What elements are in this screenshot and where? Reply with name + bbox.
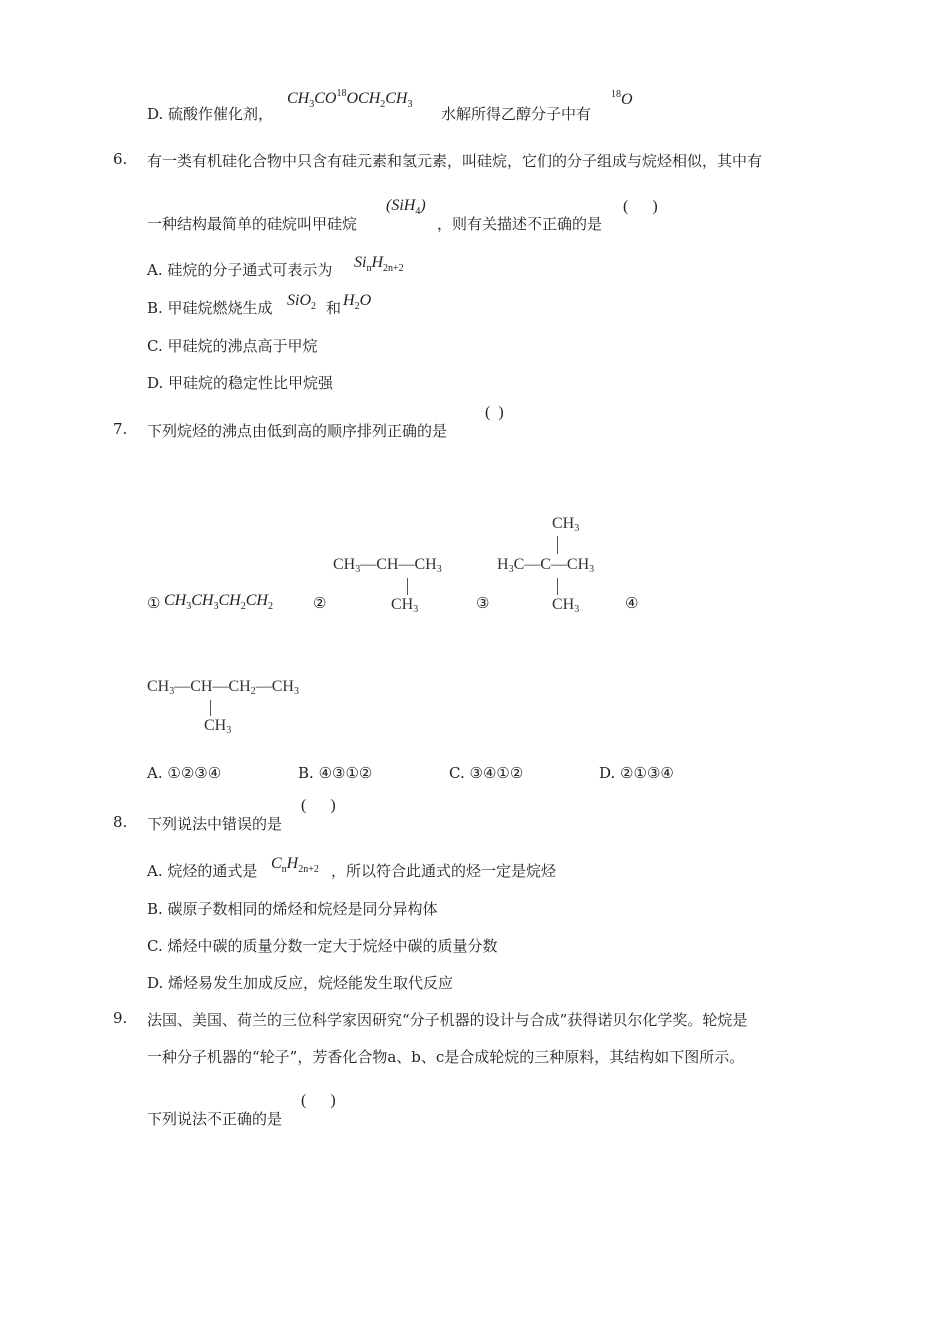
q8-stem: 下列说法中错误的是: [147, 815, 283, 833]
q6-stem-line1: 有一类有机硅化合物中只含有硅元素和氢元素，叫硅烷，它们的分子组成与烷烃相似，其中有: [147, 152, 763, 170]
q6-option-b: B. 甲硅烷燃烧生成: [147, 299, 273, 317]
q7-item1-formula: $CH_3CH_3CH_2CH_2$: [164, 592, 273, 612]
q7-item2-label: ②: [313, 594, 327, 612]
q7-option-a: A. ①②③④: [147, 764, 222, 782]
q6-option-a: A. 硅烷的分子通式可表示为: [147, 261, 333, 279]
q9-answer-blank: ( ): [301, 1092, 336, 1109]
q7-option-b: B. ④③①②: [298, 764, 373, 782]
q9-stem-line1: 法国、美国、荷兰的三位科学家因研究“分子机器的设计与合成”获得诺贝尔化学奖。轮烷是: [147, 1011, 748, 1029]
q8-option-a-formula: $C_nH_{2n+2}$: [271, 855, 319, 875]
q6-silane-formula: (SiH$_4$): [386, 197, 426, 217]
q7-answer-blank: ( ): [485, 404, 504, 421]
q6-option-b-and: 和: [326, 299, 342, 317]
q6-number: 6.: [113, 150, 128, 168]
q7-item1-label: ①: [147, 594, 161, 612]
q6-option-d: D. 甲硅烷的稳定性比甲烷强: [147, 374, 334, 392]
q8-option-b: B. 碳原子数相同的烯烃和烷烃是同分异构体: [147, 900, 438, 918]
q7-item3-label: ③: [476, 594, 490, 612]
q5-option-d-middle: 水解所得乙醇分子中有: [441, 105, 592, 123]
q5-option-d: D. 硫酸作催化剂，: [147, 105, 274, 123]
q8-number: 8.: [113, 813, 128, 831]
q5-option-d-isotope: $^{18}$O: [611, 89, 633, 108]
q7-struct4-main-chain: CH3—CH—CH2—CH3: [147, 678, 299, 697]
q7-item4-label: ④: [625, 594, 639, 612]
q8-option-c: C. 烯烃中碳的质量分数一定大于烷烃中碳的质量分数: [147, 937, 498, 955]
q7-struct3-bond-bottom: [557, 578, 558, 595]
q7-struct3-bond-top: [557, 536, 558, 554]
q7-struct3-top: CH3: [552, 515, 580, 534]
q8-option-a-suffix: ，所以符合此通式的烃一定是烷烃: [331, 862, 557, 880]
q7-struct4-branch: CH3: [204, 717, 232, 736]
q7-number: 7.: [113, 420, 128, 438]
q7-option-d: D. ②①③④: [599, 764, 674, 782]
q6-option-a-formula: $Si_nH_{2n+2}$: [354, 254, 404, 274]
q9-stem-line3: 下列说法不正确的是: [147, 1110, 283, 1128]
q7-struct2-bond: [407, 578, 408, 595]
q7-struct3-main-chain: H3C—C—CH3: [497, 556, 595, 575]
q7-option-c: C. ③④①②: [449, 764, 524, 782]
q6-stem-line2: 一种结构最简单的硅烷叫甲硅烷: [147, 215, 358, 233]
q6-stem-suffix: ，则有关描述不正确的是: [437, 215, 603, 233]
q9-stem-line2: 一种分子机器的“轮子”，芳香化合物a、b、c是合成轮烷的三种原料，其结构如下图所示。: [147, 1048, 745, 1066]
q7-stem: 下列烷烃的沸点由低到高的顺序排列正确的是: [147, 422, 448, 440]
q6-option-c: C. 甲硅烷的沸点高于甲烷: [147, 337, 318, 355]
q5-option-d-formula: $CH_3CO^{18}OCH_2CH_3$: [287, 88, 413, 110]
q6-option-b-formula1: SiO$_2$: [287, 292, 316, 312]
q7-struct2-branch: CH3: [391, 596, 419, 615]
q6-answer-blank: ( ): [623, 198, 658, 215]
q9-number: 9.: [113, 1009, 128, 1027]
q7-struct3-branch: CH3: [552, 596, 580, 615]
q6-option-b-formula2: $H_2O$: [343, 292, 372, 312]
q8-answer-blank: ( ): [301, 797, 336, 814]
q8-option-a: A. 烷烃的通式是: [147, 862, 258, 880]
q7-struct4-bond: [210, 700, 211, 716]
q8-option-d: D. 烯烃易发生加成反应，烷烃能发生取代反应: [147, 974, 454, 992]
q7-struct2-main-chain: CH3—CH—CH3: [333, 556, 442, 575]
